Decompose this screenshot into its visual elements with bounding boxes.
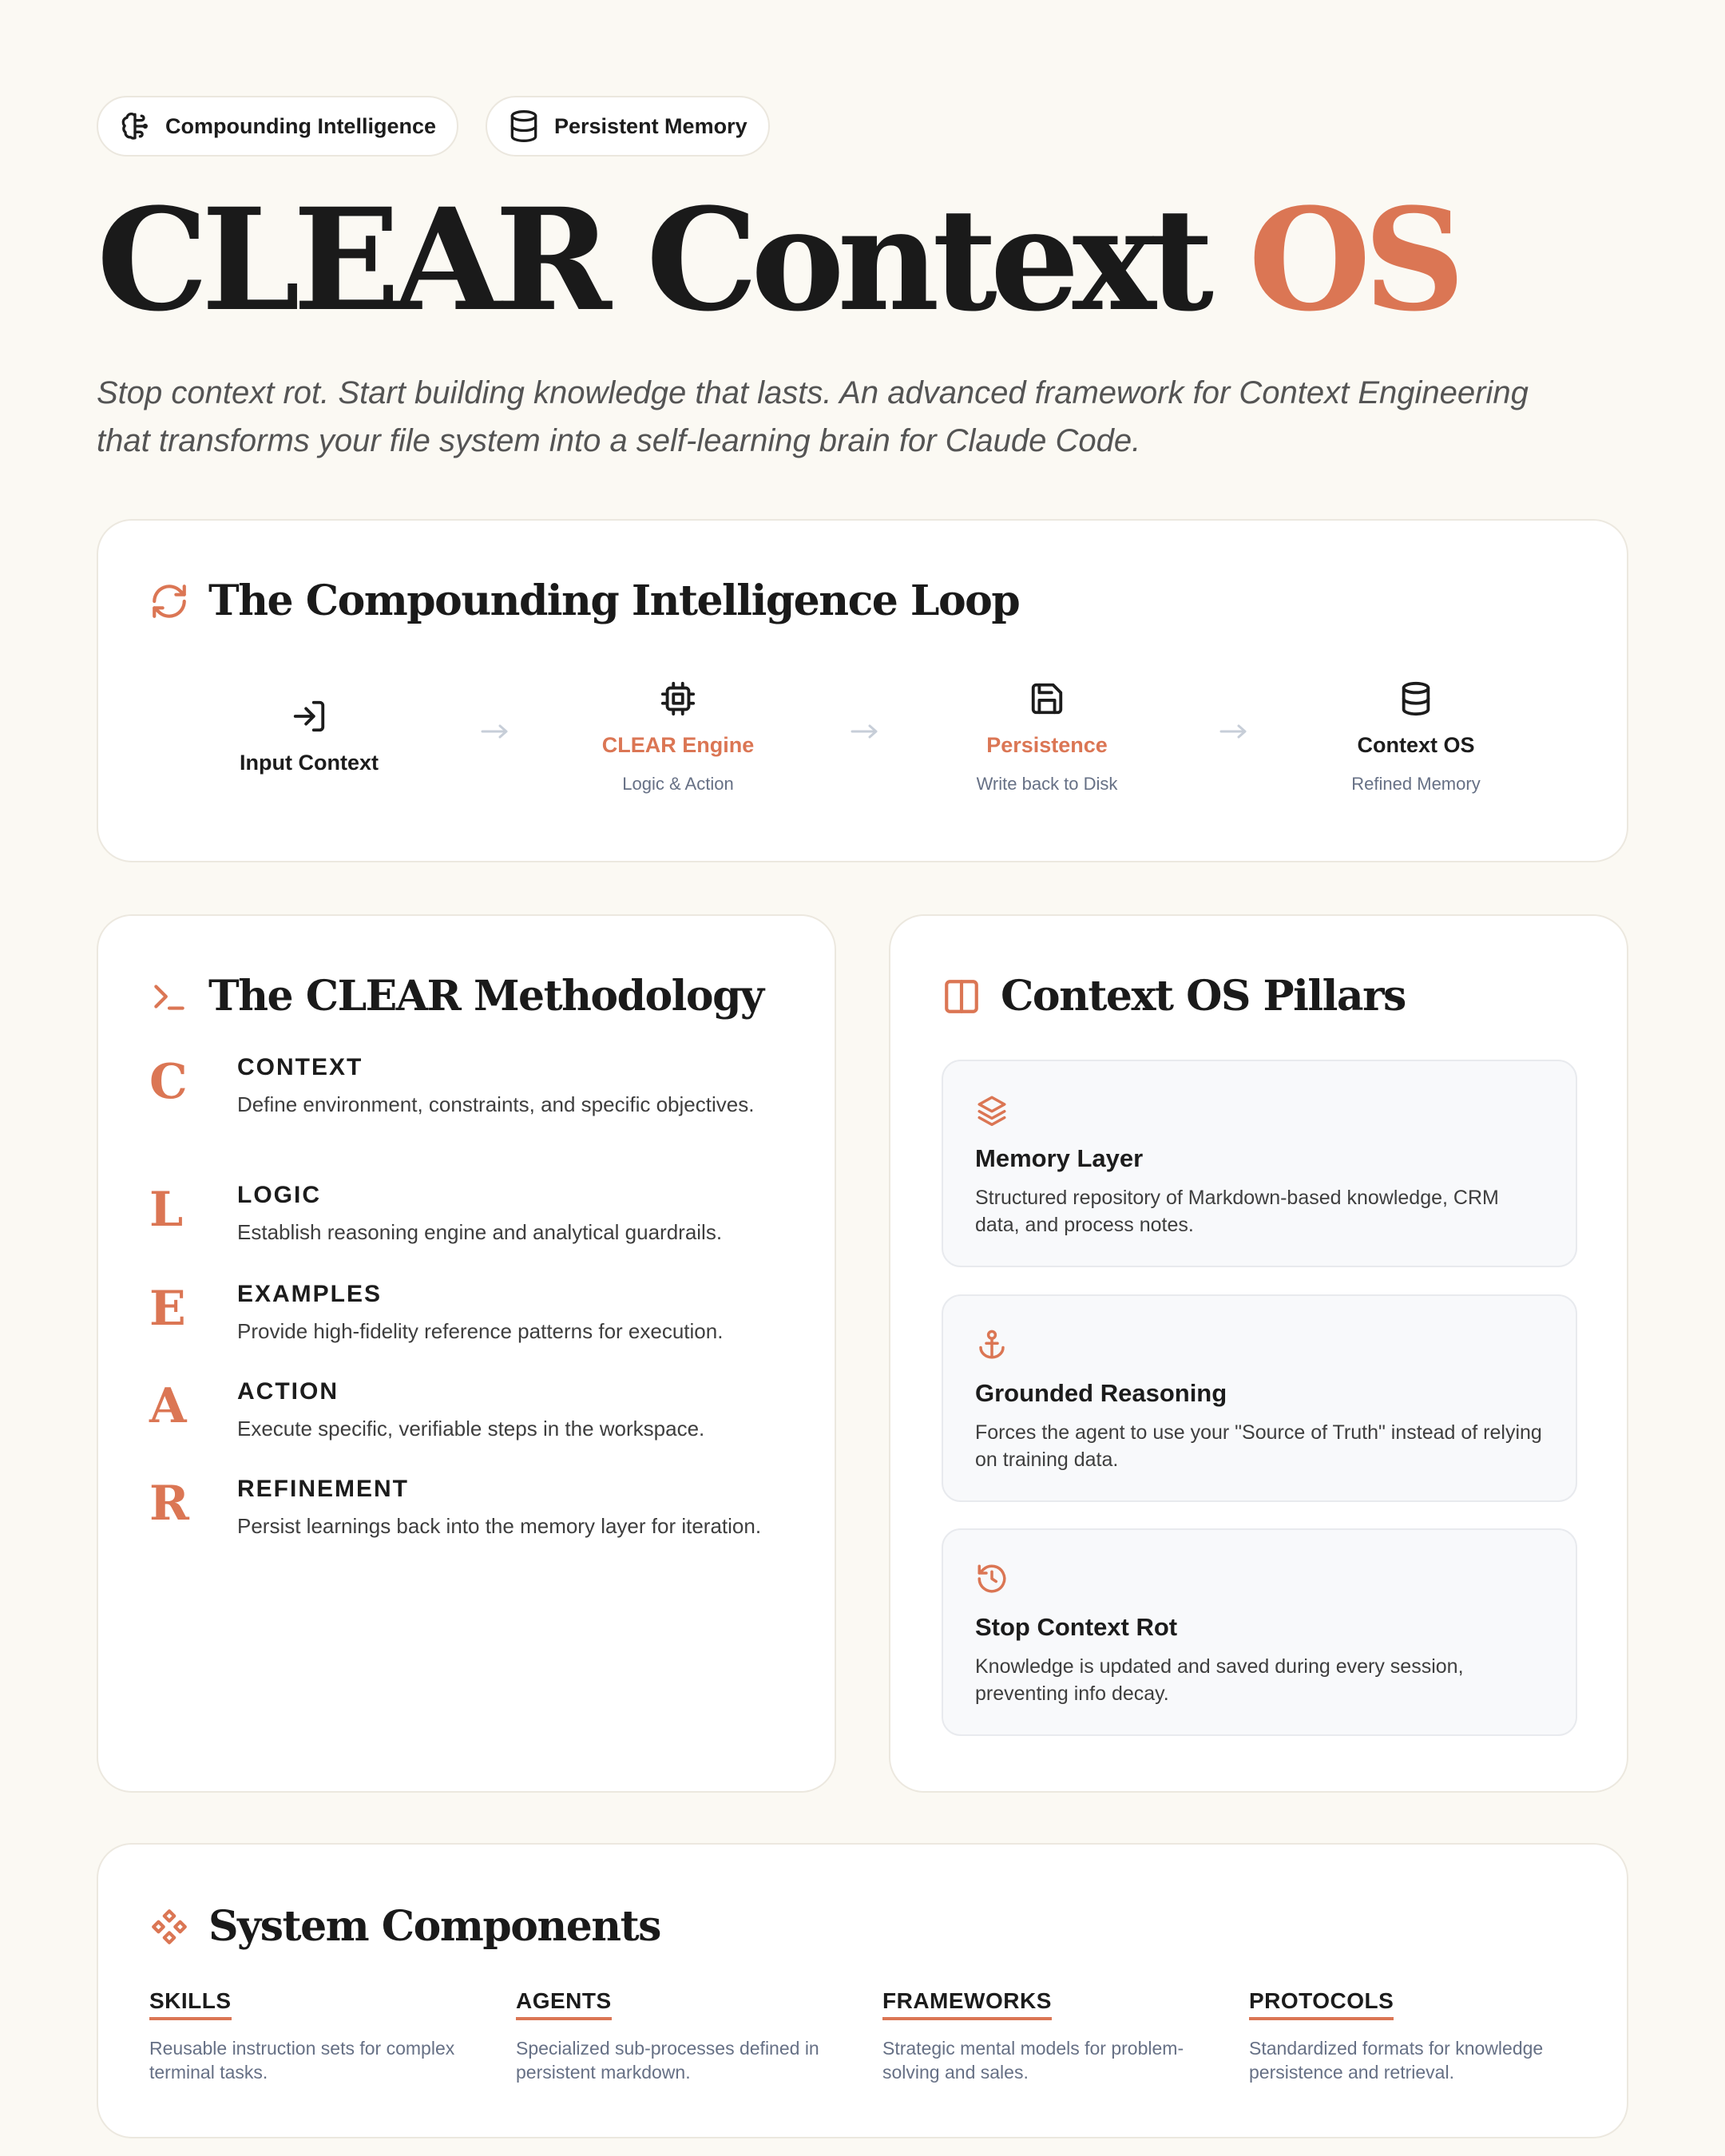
- brain-icon: [117, 109, 153, 144]
- page-subtitle: Stop context rot. Start building knowledge that lasts. An advanced framework for Context Engineering that transforms your file system into a self-learning brain for Claude Code.: [97, 375, 1529, 458]
- step-name: Context OS: [1357, 733, 1475, 757]
- pillar-grounded-reasoning: [942, 1294, 1577, 1502]
- title-accent: OS: [1248, 177, 1458, 343]
- loop-step-clear-engine: [550, 680, 806, 795]
- pillar-desc: Structured repository of Markdown-based knowledge, CRM data, and process notes.: [975, 1187, 1499, 1236]
- step-sub: Write back to Disk: [976, 774, 1118, 794]
- database-icon: [506, 109, 541, 144]
- cpu-icon: [660, 680, 696, 717]
- loop-step-context-os: [1288, 680, 1544, 795]
- component-frameworks: [882, 1988, 1210, 2084]
- method-name: CONTEXT: [237, 1054, 363, 1080]
- badge-compounding-intelligence: [97, 96, 458, 157]
- component-skills: [149, 1988, 477, 2084]
- method-letter: C: [149, 1054, 188, 1110]
- terminal-icon: [149, 977, 189, 1017]
- anchor-icon: [975, 1328, 1009, 1361]
- arrow-right-icon: [479, 722, 511, 741]
- pillar-name: Grounded Reasoning: [975, 1379, 1227, 1407]
- step-sub: Logic & Action: [622, 774, 734, 794]
- methodology-header: [149, 972, 763, 1021]
- step-name: CLEAR Engine: [601, 733, 755, 757]
- pillar-memory-layer: [942, 1060, 1577, 1267]
- method-desc: Persist learnings back into the memory layer for iteration.: [237, 1514, 762, 1538]
- method-letter: R: [149, 1476, 189, 1532]
- title-main: CLEAR Context: [97, 177, 1207, 343]
- pillar-desc: Knowledge is updated and saved during every session, preventing info decay.: [975, 1655, 1464, 1705]
- arrow-right-icon: [849, 722, 881, 741]
- history-icon: [975, 1562, 1009, 1595]
- page-title: [97, 177, 1628, 343]
- layers-icon: [975, 1093, 1009, 1127]
- pillar-name: Memory Layer: [975, 1144, 1144, 1172]
- loop-title: The Compounding Intelligence Loop: [208, 577, 1020, 625]
- page: [97, 96, 1628, 2083]
- method-desc: Execute specific, verifiable steps in the workspace.: [237, 1417, 705, 1441]
- loop-step-persistence: [919, 680, 1175, 795]
- step-name: Persistence: [986, 733, 1108, 757]
- method-letter: E: [149, 1281, 186, 1337]
- components-icon: [149, 1907, 189, 1947]
- component-name: AGENTS: [516, 1988, 612, 2020]
- method-letter: L: [149, 1182, 184, 1238]
- badge-label: Persistent Memory: [554, 113, 748, 138]
- database-icon: [1398, 680, 1434, 717]
- badge-persistent-memory: [486, 96, 770, 157]
- pillar-stop-context-rot: [942, 1528, 1577, 1736]
- pillar-name: Stop Context Rot: [975, 1613, 1178, 1641]
- arrow-right-icon: [1218, 722, 1250, 741]
- method-letter: A: [149, 1378, 187, 1434]
- component-name: PROTOCOLS: [1249, 1988, 1394, 2020]
- login-icon: [291, 698, 327, 735]
- component-desc: Specialized sub-processes defined in persistent markdown.: [516, 2038, 819, 2083]
- component-name: SKILLS: [149, 1988, 232, 2020]
- component-desc: Standardized formats for knowledge persistence and retrieval.: [1249, 2038, 1544, 2083]
- components-title: System Components: [208, 1902, 660, 1951]
- loop-step-input-context: [181, 698, 437, 775]
- context-os-pillars-card: [889, 914, 1628, 1793]
- badge-label: Compounding Intelligence: [165, 113, 436, 138]
- method-name: ACTION: [237, 1378, 339, 1405]
- columns-icon: [942, 977, 981, 1017]
- pillars-header: [942, 972, 1406, 1021]
- step-sub: Refined Memory: [1351, 774, 1481, 794]
- compounding-loop-card: [97, 519, 1628, 862]
- pillars-title: Context OS Pillars: [1001, 972, 1406, 1021]
- badge-row: [97, 96, 1628, 157]
- clear-methodology-card: [97, 914, 836, 1793]
- refresh-icon: [149, 581, 189, 621]
- method-name: LOGIC: [237, 1182, 321, 1208]
- components-header: [149, 1902, 660, 1951]
- method-desc: Establish reasoning engine and analytical guardrails.: [237, 1220, 723, 1244]
- methodology-title: The CLEAR Methodology: [208, 972, 763, 1021]
- step-name: Input Context: [240, 751, 379, 775]
- method-name: EXAMPLES: [237, 1281, 383, 1307]
- component-desc: Strategic mental models for problem-solving and sales.: [882, 2038, 1184, 2083]
- pillar-desc: Forces the agent to use your "Source of Truth" instead of relying on training data.: [975, 1421, 1542, 1471]
- save-icon: [1029, 680, 1065, 717]
- component-name: FRAMEWORKS: [882, 1988, 1052, 2020]
- method-desc: Define environment, constraints, and specific objectives.: [237, 1092, 755, 1116]
- component-agents: [516, 1988, 843, 2084]
- method-name: REFINEMENT: [237, 1476, 409, 1502]
- loop-header: [149, 577, 1019, 625]
- system-components-card: [97, 1843, 1628, 2138]
- component-desc: Reusable instruction sets for complex terminal tasks.: [149, 2038, 455, 2083]
- component-protocols: [1249, 1988, 1576, 2084]
- method-desc: Provide high-fidelity reference patterns for execution.: [237, 1319, 724, 1343]
